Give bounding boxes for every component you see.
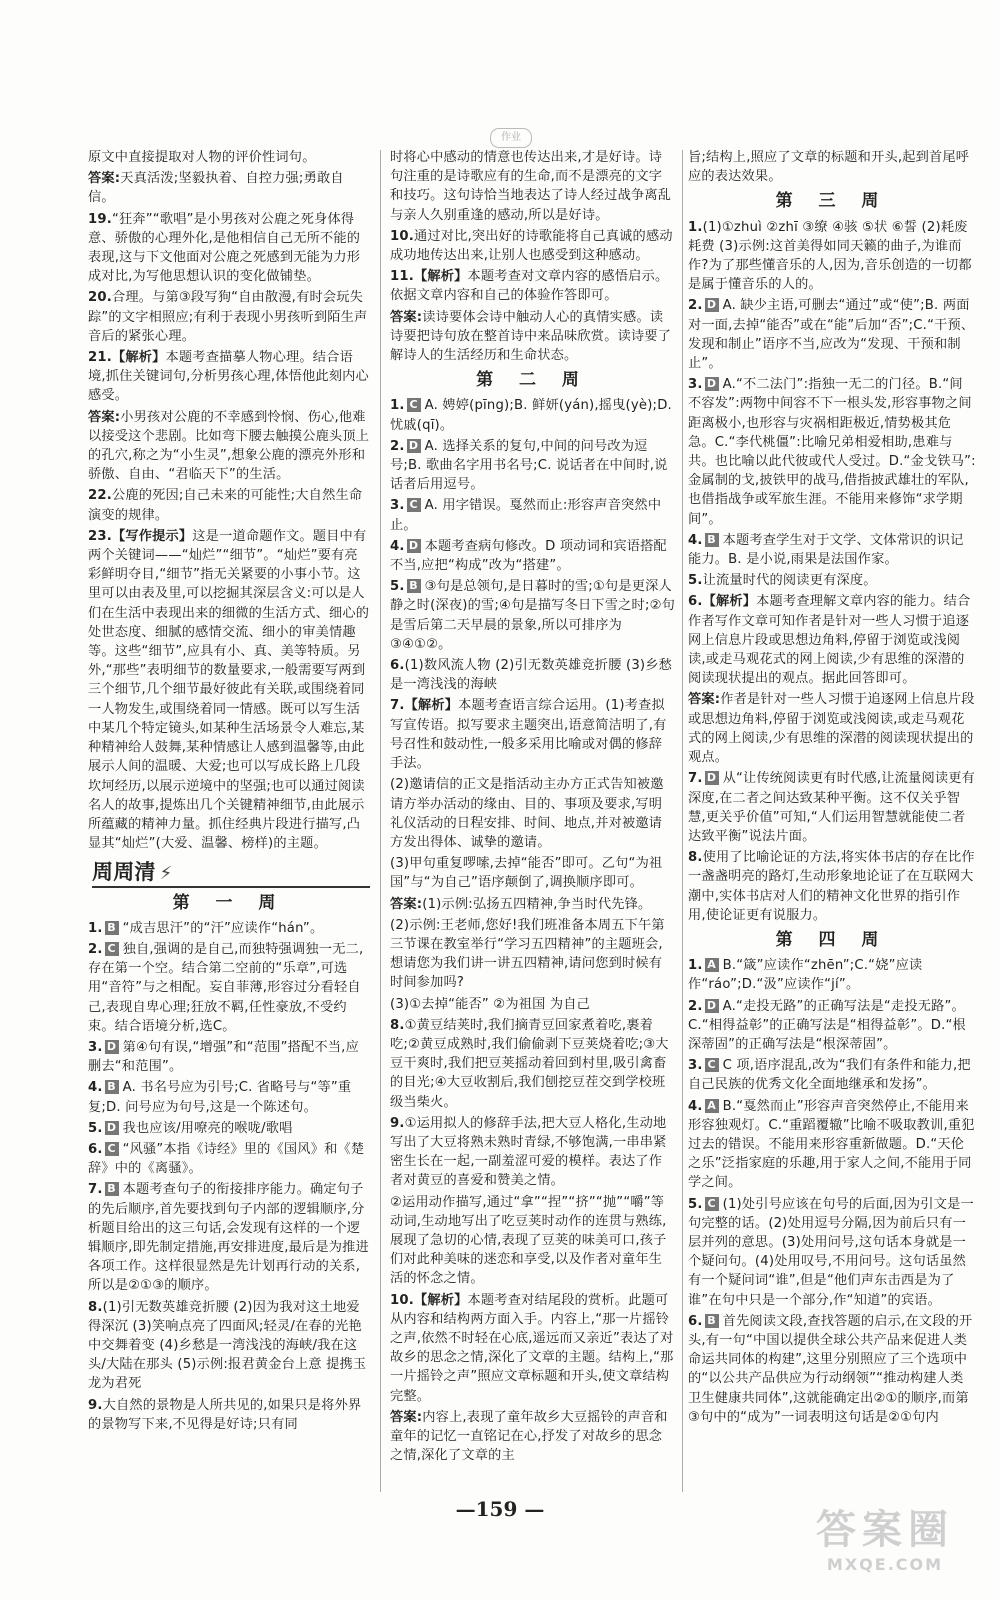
item-number: 21. xyxy=(88,350,112,366)
answer-choice-box: B xyxy=(705,533,719,547)
item-text: (2)示例:王老师,您好!我们班准备本周五下午第三节课在教室举行“学习五四精神”的主题班会,想请您为我们讲一讲五四精神,请问您到时候有时间参加吗? xyxy=(390,917,665,991)
answer-item xyxy=(88,408,370,485)
answer-choice-box: A xyxy=(705,958,719,972)
brand-text: 周周清 xyxy=(92,860,156,885)
answer-item xyxy=(390,1291,675,1406)
item-text: 从“让传统阅读更有时代感,让流量阅读更有深度,在二者之间达致某种平衡。这不仅关乎智慧,更关乎价值”可知,“人们运用智慧就能使二者达致平衡”说法片面。 xyxy=(688,771,975,844)
column-left xyxy=(88,148,370,1436)
item-number: 4. xyxy=(390,538,405,554)
item-text: 独自,强调的是自己,而独特强调独一无二,存在第一个空。结合第二空前的“乐章”,可选用“音符”与之相配。妄自菲薄,形容过分看轻自己,表现自卑心理;狂放不羁,任性豪放,不受约束。结合语境分析,选C。 xyxy=(88,941,364,1034)
answer-item xyxy=(390,396,675,434)
item-number: 10. xyxy=(390,1292,414,1308)
item-text: 时将心中感动的情意也传达出来,才是好诗。诗句注重的是诗歌应有的生命,而不是漂亮的文字和技巧。这句诗恰当地表达了诗人经过战争离乱与亲人久别重逢的感动,所以是好诗。 xyxy=(390,150,672,223)
answer-item xyxy=(88,169,370,207)
item-text: (1)①zhuì ②zhī ③缭 ④骇 ⑤状 ⑥誓 (2)耗废 耗费 (3)示例:这首美得如同天籁的曲子,为谁而作?为了那些懂音乐的人,因为,音乐创造的一切都是属于懂音乐的人的。 xyxy=(688,219,972,293)
item-text: 天真活泼;坚毅执着、自控力强;勇敢自信。 xyxy=(88,171,344,206)
item-number: 3. xyxy=(88,1039,103,1055)
note-tag: 【解析】 xyxy=(413,1292,468,1308)
item-number: 1. xyxy=(88,920,103,936)
answer-item xyxy=(88,1298,370,1394)
item-text: 公鹿的死因;自己未来的可能性;大自然生命演变的规律。 xyxy=(88,488,363,523)
item-number: 1. xyxy=(688,219,703,235)
item-text: (2)邀请信的正文是指活动主办方正式告知被邀请方举办活动的缘由、目的、事项及要求,写明礼仪活动的日程安排、时间、地点,并对被邀请方发出得体、诚挚的邀请。 xyxy=(390,777,664,850)
note-tag: 【解析】 xyxy=(111,350,166,366)
answer-item xyxy=(390,916,675,993)
answer-item xyxy=(688,296,976,373)
answer-item xyxy=(390,1408,675,1466)
lightning-icon: ⚡ xyxy=(159,863,173,885)
answer-choice-box: D xyxy=(705,377,719,391)
col1-items xyxy=(88,148,370,853)
answer-item xyxy=(688,148,976,186)
week3-items xyxy=(688,218,976,925)
item-text: ①黄豆结荚时,我们摘青豆回家煮着吃,裹着吃;②黄豆成熟时,我们偷偷剥下豆荚烧着吃;③大豆干爽时,我们把豆荚摇动着回到村里,吸引禽畜的目光;④大豆收割后,我们刨挖豆茬交到学校班级当柴火。 xyxy=(390,1017,669,1110)
answer-label: 答案: xyxy=(390,309,423,325)
item-number: 2. xyxy=(390,438,405,454)
answer-item xyxy=(88,1119,370,1138)
answer-item xyxy=(390,496,675,534)
brand-title xyxy=(92,860,370,887)
item-text: 大自然的景物是人所共见的,如果只是将外界的景物写下来,不见得是好诗;只有同 xyxy=(88,1397,362,1432)
answer-item xyxy=(390,1193,675,1289)
item-number: 9. xyxy=(390,1115,405,1131)
item-number: 6. xyxy=(390,658,405,674)
item-text: (1)引无数英雄竞折腰 (2)因为我对这土地爱得深沉 (3)笑响点亮了四面风;轻灵/在春的光艳中交舞着变 (4)乡愁是一湾浅浅的海峡/我在这头/大陆在那头 (5)示例:报君黄金台上意 提携玉龙为君死 xyxy=(88,1299,367,1392)
item-number: 7. xyxy=(390,698,405,714)
answer-item xyxy=(390,775,675,852)
answer-item xyxy=(88,486,370,524)
item-number: 7. xyxy=(688,771,703,787)
answer-label: 答案: xyxy=(390,1409,423,1425)
answer-item xyxy=(390,995,675,1014)
item-number: 2. xyxy=(688,298,703,314)
answer-item xyxy=(688,531,976,569)
answer-choice-box: D xyxy=(705,771,719,785)
answer-item xyxy=(390,895,675,914)
item-text: (1)处引号应该在句号的后面,因为引文是一句完整的话。(2)处用逗号分隔,因为前后只有一层并列的意思。(3)处用问号,这句话本身就是一个疑问句。(4)处用叹号,不用问号。这句话虽然有一个疑问词“谁”,但是“他们声东击西是为了谁”在句中只是一个部分,作“知道”的宾语。 xyxy=(688,1196,974,1308)
answer-item xyxy=(88,348,370,406)
item-text: B.“箴”应读作“zhēn”;C.“娆”应读作“ráo”;D.“汲”应读作“jí”。 xyxy=(688,958,923,993)
col3-items xyxy=(688,148,976,186)
item-number: 8. xyxy=(688,850,703,866)
item-number: 19. xyxy=(88,211,112,227)
answer-item xyxy=(688,769,976,846)
answer-choice-box: C xyxy=(105,1142,119,1156)
answer-item xyxy=(88,210,370,287)
item-text: ③句是总领句,是日暮时的雪;①句是更深人静之时(深夜)的雪;④句是描写冬日下雪之时;②句是雪后第二天早晨的景象,所以可排序为③④①②。 xyxy=(390,579,675,652)
item-text: A. 娉婷(pīng);B. 鲜妍(yán),摇曳(yè);D. 忧戚(qī)。 xyxy=(390,398,672,433)
answer-choice-box: D xyxy=(105,1121,119,1135)
answer-item xyxy=(688,1312,976,1427)
answer-item xyxy=(390,227,675,265)
note-tag: 【写作提示】 xyxy=(111,528,193,544)
item-text: “风骚”本指《诗经》里的《国风》和《楚辞》中的《离骚》。 xyxy=(88,1141,365,1177)
item-number: 1. xyxy=(390,398,405,414)
answer-item xyxy=(88,148,370,167)
answer-item xyxy=(88,527,370,853)
item-text: 本题考查对文章内容的感悟启示。依据文章内容和自己的体验作答即可。 xyxy=(390,269,669,304)
item-text: (3)①去掉“能否” ②为祖国 为自己 xyxy=(390,996,591,1012)
answer-item xyxy=(688,1097,976,1193)
answer-label: 答案: xyxy=(88,409,121,425)
answer-item xyxy=(390,577,675,654)
item-text: 我也应该/用嘹亮的喉咙/歌唱 xyxy=(122,1120,293,1136)
item-text: ②运用动作描写,通过“拿”“捏”“挤”“抛”“嚼”等动词,生动地写出了吃豆荚时动作的连贯与熟练,展现了急切的心情,表现了豆荚的味美可口,孩子们对此种美味的迷恋和享受,以及作者对童年生活的怀念之情。 xyxy=(390,1194,667,1287)
watermark-logo xyxy=(790,1498,980,1578)
answer-choice-box: C xyxy=(705,1058,719,1072)
item-text: 本题考查句子的衔接排序能力。确定句子的先后顺序,首先要找到句子内部的逻辑顺序,分析题目给出的这三句话,会发现有这样的一个逻辑顺序,即先制定措施,再安排进度,最后是为推进各项工作。这样很显然是先计划再行动的关系,所以是②①③的顺序。 xyxy=(88,1182,369,1294)
item-text: 通过对比,突出好的诗歌能将自己真诚的感动成功地传达出来,让别人也感受到这种感动。 xyxy=(390,228,673,264)
item-number: 5. xyxy=(390,579,405,595)
answer-choice-box: B xyxy=(105,921,119,935)
item-text: 本题考查病句修改。D 项动词和宾语搭配不当,应把“构成”改为“搭建”。 xyxy=(390,538,667,574)
item-text: 读诗要体会诗中触动人心的真情实感。读诗要把诗句放在整首诗中来品味欣赏。读诗要了解诗人的生活经历和生命状态。 xyxy=(390,309,672,364)
item-number: 10. xyxy=(390,228,414,244)
week1-title: 第 一 周 xyxy=(172,892,286,913)
answer-item xyxy=(688,218,976,295)
note-tag: 【解析】 xyxy=(702,594,757,610)
watermark-main: 答案圈 xyxy=(816,1507,954,1553)
answer-choice-box: B xyxy=(105,1182,119,1196)
answer-choice-box: D xyxy=(705,999,719,1013)
item-number: 8. xyxy=(88,1299,103,1315)
note-tag: 【解析】 xyxy=(404,698,459,714)
item-text: B.“戛然而止”形容声音突然停止,不能用来形容独观灯。C.“重蹈覆辙”比喻不吸取教训,重犯过去的错误。不能用来形容重新做题。D.“天伦之乐”泛指家庭的乐趣,用于家人之间,不能用于同学之间。 xyxy=(688,1098,975,1191)
item-number: 7. xyxy=(88,1182,103,1198)
answer-choice-box: B xyxy=(705,1314,719,1328)
item-number: 4. xyxy=(88,1080,103,1096)
answer-label: 答案: xyxy=(390,896,423,912)
item-text: C 项,语序混乱,改为“我们有条件和能力,把自己民族的优秀文化全面地继承和发扬”。 xyxy=(688,1058,971,1093)
item-number: 9. xyxy=(88,1397,103,1413)
item-text: A.“走投无路”的正确写法是“走投无路”。C.“相得益彰”的正确写法是“相得益彰”。D.“根深蒂固”的正确写法是“根深蒂固”。 xyxy=(688,998,966,1052)
item-number: 5. xyxy=(88,1120,103,1136)
answer-item xyxy=(88,1396,370,1434)
item-text: “狂奔”“歌唱”是小男孩对公鹿之死身体得意、骄傲的心理外化,是他相信自己无所不能的表现,这与下文他面对公鹿之死感到无能为力形成对比,为写他思想认识的变化做铺垫。 xyxy=(88,211,361,285)
answer-item xyxy=(390,696,675,773)
item-text: (1)示例:弘扬五四精神,争当时代先锋。 xyxy=(422,896,652,912)
item-number: 20. xyxy=(88,290,112,306)
item-text: (3)甲句重复啰嗦,去掉“能否”即可。乙句“为祖国”与“为自己”语序颠倒了,调换顺序即可。 xyxy=(390,856,663,891)
answer-item xyxy=(390,656,675,694)
item-text: “成吉思汗”的“汗”应读作“hán”。 xyxy=(122,920,324,936)
item-number: 5. xyxy=(688,1196,703,1212)
item-text: 首先阅读文段,查找答题的启示,在文段的开头,有一句“中国以提供全球公共产品来促进人类命运共同体的构建”,这里分别照应了三个选项中的“以公共产品供应为行动纲领”“推动构建人类卫生健康共同体”,这就能确定出②①的顺序,而第③句中的“成为”一词表明这句话是②①句内 xyxy=(688,1313,973,1425)
answer-label: 答案: xyxy=(688,692,721,708)
item-text: 本题考查理解文章内容的能力。结合作者写作文章可知作者是针对一些人习惯于追逐网上信息片段或思想边角料,停留于浏览或浅阅读,或走马观花式的网上阅读,少有思维的深潜的阅读现状提出的观点。据此回答即可。 xyxy=(688,594,971,687)
item-number: 4. xyxy=(688,1098,703,1114)
answer-item xyxy=(88,288,370,346)
item-text: ①运用拟人的修辞手法,把大豆人格化,生动地写出了大豆将熟未熟时青绿,不够饱满,一串串紧密生长在一起,一副羞涩可爱的模样。表达了作者对黄豆的喜爱和赞美之情。 xyxy=(390,1115,667,1189)
item-number: 2. xyxy=(688,998,703,1014)
answer-item xyxy=(88,940,370,1036)
week4-title: 第 四 周 xyxy=(775,929,889,950)
answer-choice-box: C xyxy=(705,1197,719,1211)
answer-item xyxy=(88,919,370,938)
answer-item xyxy=(88,1180,370,1295)
answer-item xyxy=(88,1038,370,1076)
week3-title: 第 三 周 xyxy=(775,191,889,212)
item-text: 本题考查语言综合运用。(1)考查拟写宣传语。拟写要求主题突出,语意简洁明了,有号召性和鼓动性,一般多采用比喻或对偶的修辞手法。 xyxy=(390,698,667,772)
week1-items xyxy=(88,919,370,1434)
watermark-url: MXQE.COM xyxy=(826,1555,944,1574)
item-text: 本题考查对结尾段的赏析。此题可从内容和结构两方面入手。内容上,“那一片摇铃之声,依然不时轻在心底,遥远而又亲近”表达了对故乡的思念之情,深化了文章的主题。结构上,“那一片摇铃之声”照应文章标题和开头,使文章结构完整。 xyxy=(390,1292,674,1404)
item-text: 这是一道命题作文。题目中有两个关键词——“灿烂”“细节”。“灿烂”要有亮彩鲜明夺目,“细节”指无关紧要的小事小节。这里可以由表及里,可以挖掘其深层含义:可以是人们在生活中表现出来的细微的生活方式、细心的处世态度、细腻的感情交流、细小的审美情趣等。这些“细节”,应具有小、真、美等特质。另外,“那些”表明细节的数量要求,一般需要写两到三个细节,几个细节最好彼此有关联,或围绕着同一人物发生,或围绕着同一情感。既可以写生活中某几个特定镜头,如某种生活场景令人难忘,某种精神给人鼓舞,某种情感让人感到温馨等,由此展示人间的温暖、大爱;也可以写成长路上几段坎坷经历,以展示逆境中的坚强;也可以通过阅读名人的故事,提炼出几个关键精神细节,由此展示所蕴藏的精神力量。抓住经典片段进行描写,凸显其“灿烂”(大爱、温馨、榜样)的主题。 xyxy=(88,528,370,852)
answer-item xyxy=(88,1140,370,1178)
answer-item xyxy=(390,537,675,575)
item-number: 5. xyxy=(688,573,703,589)
item-text: (1)数风流人物 (2)引无数英雄竞折腰 (3)乡愁是一湾浅浅的海峡 xyxy=(390,658,673,693)
item-text: A. 用字错误。戛然而止:形容声音突然中止。 xyxy=(390,498,662,533)
answer-item xyxy=(688,848,976,925)
answer-item xyxy=(688,592,976,688)
item-text: 合理。与第③段写狗“自由散漫,有时会玩失踪”的文字相照应;有利于表现小男孩听到陌生声音后的紧张心理。 xyxy=(88,290,368,344)
answer-item xyxy=(390,308,675,366)
answer-label: 答案: xyxy=(88,171,121,187)
answer-item xyxy=(390,1016,675,1112)
week2-title: 第 二 周 xyxy=(476,370,589,391)
answer-choice-box: D xyxy=(705,298,719,312)
item-text: A. 选择关系的复句,中间的问号改为逗号;B. 歌曲名字用书名号;C. 说话者在中间时,说话者后用逗号。 xyxy=(390,438,668,493)
answer-item xyxy=(688,571,976,590)
answer-item xyxy=(390,1114,675,1191)
item-text: 旨;结构上,照应了文章的标题和开头,起到首尾呼应的表达效果。 xyxy=(688,150,970,185)
note-tag: 【解析】 xyxy=(413,269,468,285)
answer-item xyxy=(688,956,976,994)
item-number: 6. xyxy=(688,594,703,610)
answer-choice-box: A xyxy=(705,1099,719,1113)
answer-choice-box: D xyxy=(407,439,421,453)
answer-choice-box: B xyxy=(105,1080,119,1094)
item-number: 1. xyxy=(688,958,703,974)
item-number: 3. xyxy=(390,498,405,514)
item-number: 6. xyxy=(88,1141,103,1157)
answer-item xyxy=(688,375,976,529)
page-number: —159 — xyxy=(455,1497,545,1521)
item-text: A. 书名号应为引号;C. 省略号与“等”重复;D. 问号应为句号,这是一个陈述句。 xyxy=(88,1080,352,1115)
item-number: 11. xyxy=(390,269,414,285)
item-number: 4. xyxy=(688,532,703,548)
answer-choice-box: C xyxy=(407,398,421,412)
item-text: 本题考查学生对于文学、文体常识的识记能力。B. 是小说,雨果是法国作家。 xyxy=(688,532,964,568)
answer-item xyxy=(390,854,675,892)
column-right xyxy=(688,148,976,1429)
answer-item xyxy=(390,267,675,305)
item-number: 2. xyxy=(88,941,103,957)
item-text: 第④句有误,“增强”和“范围”搭配不当,应删去“和范围”。 xyxy=(88,1039,359,1075)
item-number: 8. xyxy=(390,1017,405,1033)
item-number: 3. xyxy=(688,1058,703,1074)
answer-item xyxy=(390,437,675,495)
item-number: 22. xyxy=(88,488,112,504)
item-number: 6. xyxy=(688,1313,703,1329)
item-text: 原文中直接提取对人物的评价性词句。 xyxy=(88,150,316,165)
answer-choice-box: B xyxy=(407,579,421,593)
homework-stamp: 作业 xyxy=(490,128,532,148)
answer-item xyxy=(688,690,976,767)
answer-item xyxy=(88,1078,370,1116)
col2-items xyxy=(390,148,675,365)
answer-item xyxy=(688,1056,976,1094)
answer-item xyxy=(390,148,675,225)
answer-choice-box: C xyxy=(105,942,119,956)
week2-items xyxy=(390,396,675,1465)
item-text: A.“不二法门”:指独一无二的门径。B.“间不容发”:两物中间容不下一根头发,形容事物之间距离极小,也形容与灾祸相距极近,情势极其危急。C.“李代桃僵”:比喻兄弟相爱相助,患难与共。也比喻以此代彼或代人受过。D.“金戈铁马”:金属制的戈,披铁甲的战马,借指披武雄壮的军队,也借指战争或军旅生涯。不能用来修饰“求学期间”。 xyxy=(688,377,976,527)
item-number: 3. xyxy=(688,377,703,393)
week4-items xyxy=(688,956,976,1427)
answer-choice-box: D xyxy=(105,1040,119,1054)
column-middle xyxy=(390,148,675,1467)
item-text: 小男孩对公鹿的不幸感到怜悯、伤心,他难以接受这个悲剧。比如弯下腰去触摸公鹿头顶上的孔穴,称之为“小生灵”,想象公鹿的漂亮外形和骄傲、自由、“君临天下”的生活。 xyxy=(88,409,370,483)
item-text: 内容上,表现了童年故乡大豆摇铃的声音和童年的记忆一直铭记在心,抒发了对故乡的思念之情,深化了文章的主 xyxy=(390,1409,668,1464)
column-divider xyxy=(380,150,381,1492)
answer-item xyxy=(688,1195,976,1310)
item-text: A. 缺少主语,可删去“通过”或“使”;B. 两面对一面,去掉“能否”或在“能”后加“否”;C.“干预、发现和制止”语序不当,应改为“发现、干预和制止”。 xyxy=(688,298,975,372)
answer-item xyxy=(688,997,976,1055)
answer-choice-box: C xyxy=(407,498,421,512)
item-text: 使用了比喻论证的方法,将实体书店的存在比作一盏盏明亮的路灯,生动形象地论证了在互联网大潮中,实体书店对人们的精神文化世界的指引作用,使论证更有说服力。 xyxy=(688,850,975,923)
item-text: 作者是针对一些人习惯于追逐网上信息片段或思想边角料,停留于浏览或浅阅读,或走马观花式的网上阅读,少有思维的深潜的阅读现状提出的观点。 xyxy=(688,692,975,766)
item-text: 让流量时代的阅读更有深度。 xyxy=(702,573,877,589)
item-number: 23. xyxy=(88,528,112,544)
answer-choice-box: D xyxy=(407,539,421,553)
item-text: 本题考查描摹人物心理。结合语境,抓住关键词句,分析男孩心理,体悟他此刻内心感受。 xyxy=(88,350,369,404)
column-divider xyxy=(682,150,683,1492)
